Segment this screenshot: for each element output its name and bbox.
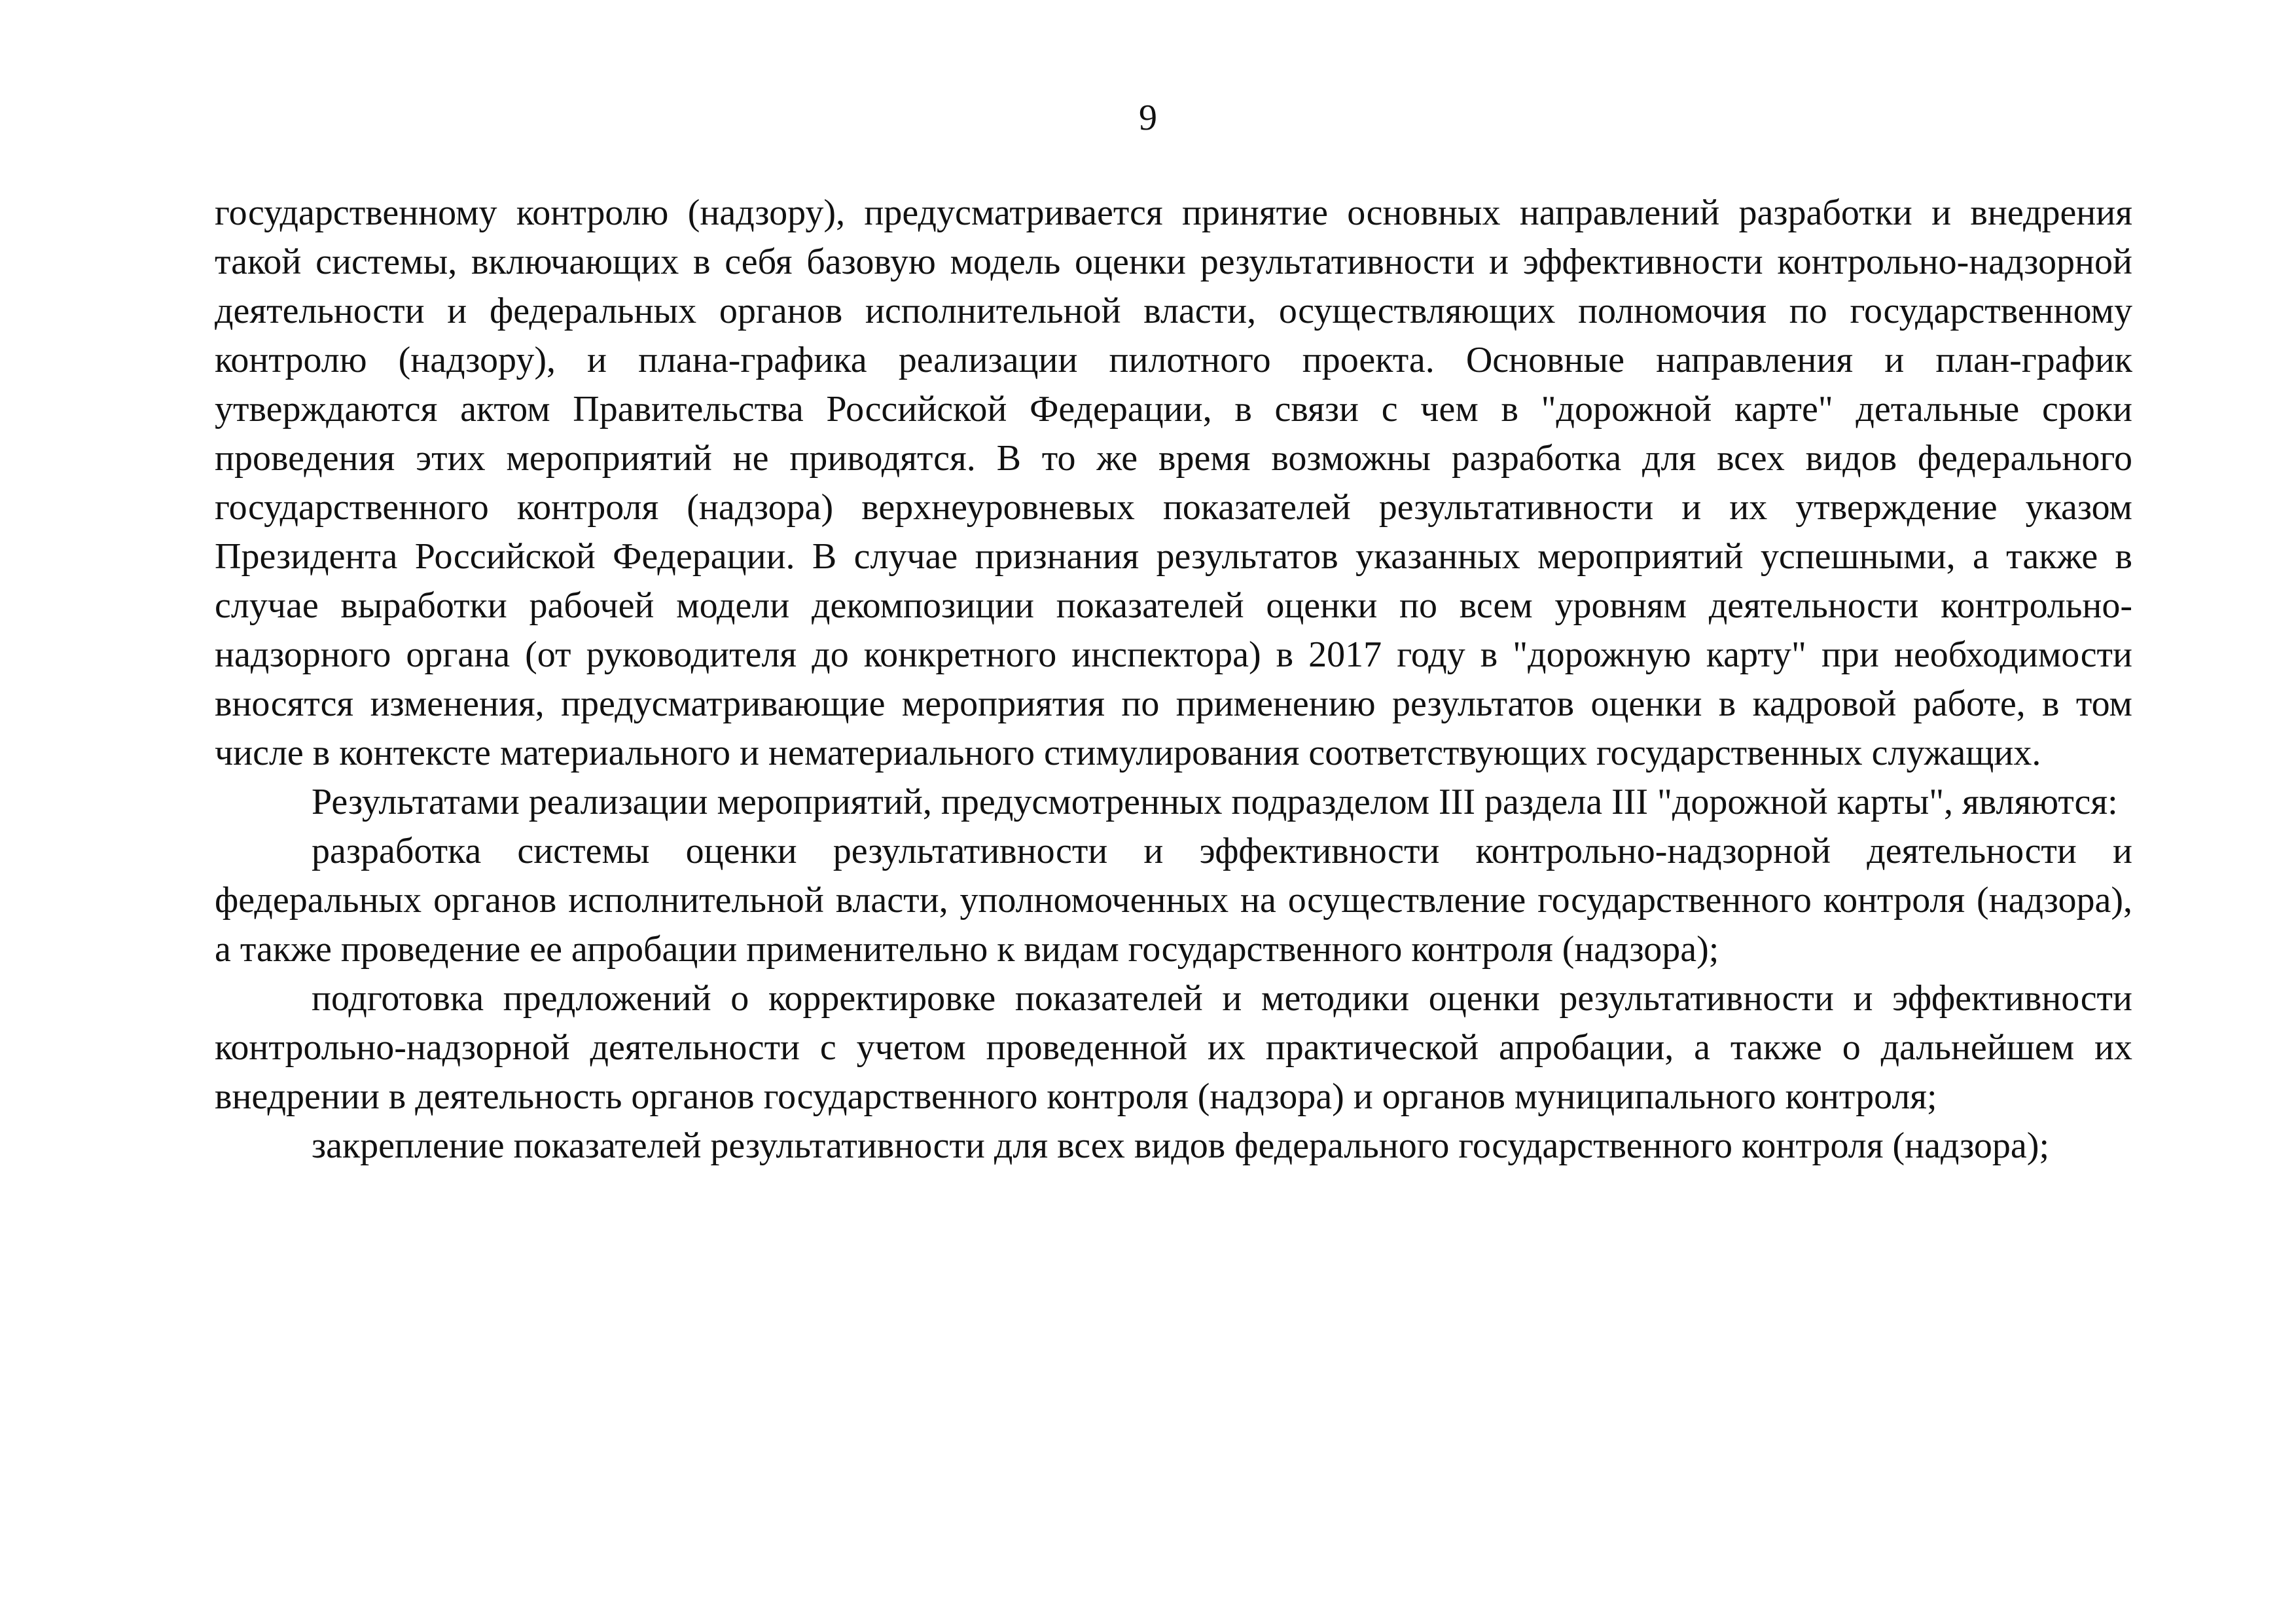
list-item-development: разработка системы оценки результативности и эффективности контрольно-надзорной деятельности и федеральных органов исполнительной власти, уполномоченных на осуществление государственного контроля (надзора), а также проведение ее апробации применительно к видам государственного контроля (надзора); [215,831,2132,970]
document-body [215,189,2132,1171]
page-number: 9 [1139,98,1157,138]
list-item-proposals: подготовка предложений о корректировке показателей и методики оценки результативности и эффективности контрольно-надзорной деятельности с учетом проведенной их практической апробации, а также о дальнейшем их внедрении в деятельность органов государственного контроля (надзора) и органов муниципального контроля; [215,978,2132,1117]
paragraph-results-intro: Результатами реализации мероприятий, предусмотренных подразделом III раздела III "дорожной карты", являются: [312,782,2118,822]
list-item-indicators: закрепление показателей результативности для всех видов федерального государственного контроля (надзора); [312,1125,2049,1166]
paragraph-continuation: государственному контролю (надзору), предусматривается принятие основных направлений разработки и внедрения такой системы, включающих в себя базовую модель оценки результативности и эффективности контрольно-надзорной деятельности и федеральных органов исполнительной власти, осуществляющих полномочия по государственному контролю (надзору), и плана-графика реализации пилотного проекта. Основные направления и план-график утверждаются актом Правительства Российской Федерации, в связи с чем в "дорожной карте" детальные сроки проведения этих мероприятий не приводятся. В то же время возможны разработка для всех видов федерального государственного контроля (надзора) верхнеуровневых показателей результативности и их утверждение указом Президента Российской Федерации. В случае признания результатов указанных мероприятий успешными, а также в случае выработки рабочей модели декомпозиции показателей оценки по всем уровням деятельности контрольно-надзорного органа (от руководителя до конкретного инспектора) в 2017 году в "дорожную карту" при необходимости вносятся изменения, предусматривающие мероприятия по применению результатов оценки в кадровой работе, в том числе в контексте материального и нематериального стимулирования соответствующих государственных служащих. [215,192,2132,773]
